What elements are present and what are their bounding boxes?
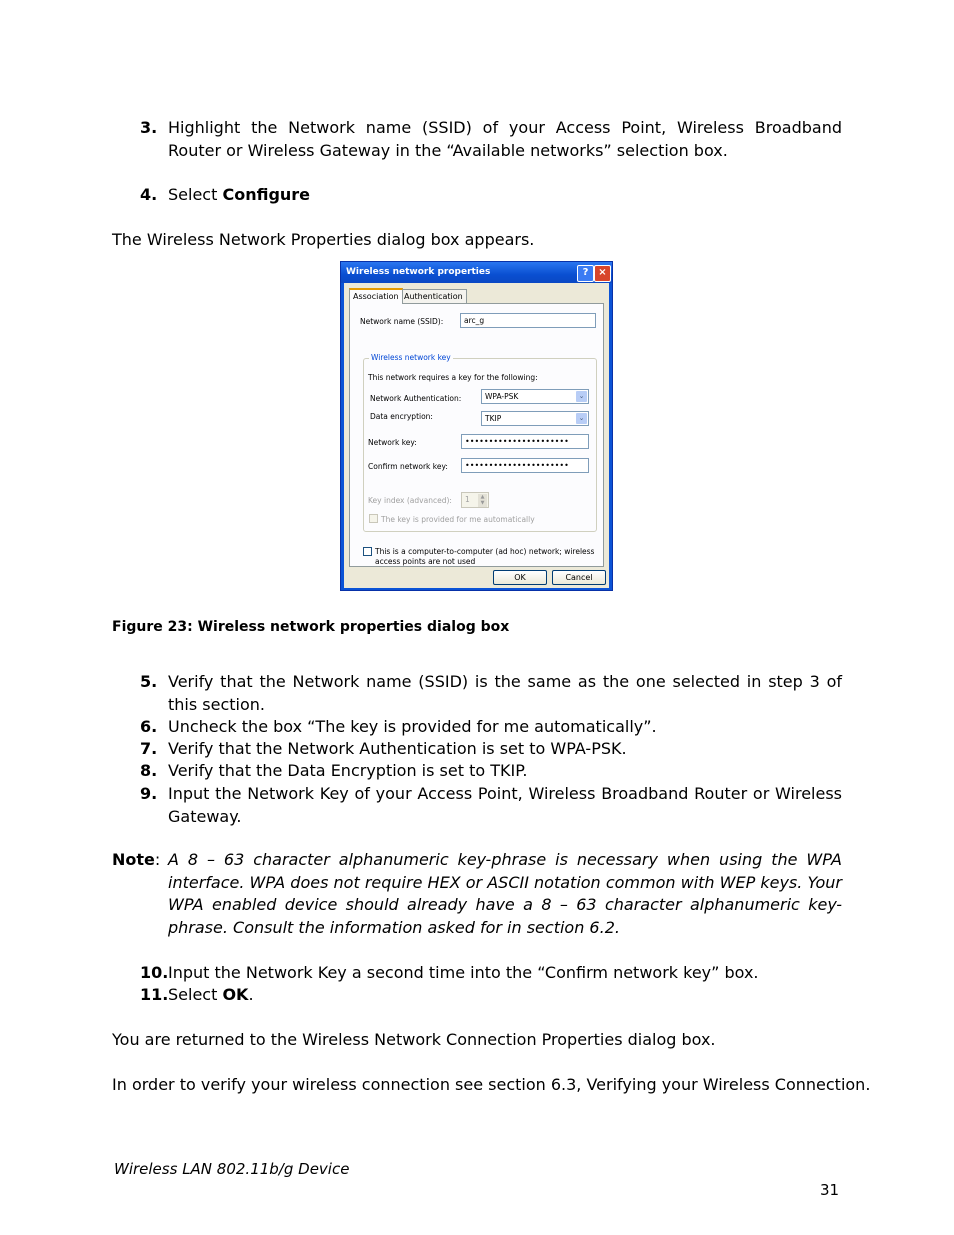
step-number: 4. [140,185,158,204]
step-text [168,983,842,1006]
step-number: 3. [140,118,158,137]
step-text-prefix: Verify that the Network Authentication is set to [168,739,551,758]
network-authentication-value: WPA-PSK [485,392,519,401]
step-9 [140,782,842,828]
key-index-label: Key index (advanced): [368,496,452,505]
page-number: 31 [820,1181,840,1199]
step-text [168,183,842,206]
step-7 [140,737,842,760]
verify-paragraph: In order to verify your wireless connection see section 6.3, Verifying your Wireless Connection. [112,1075,871,1094]
footer-product-name: Wireless LAN 802.11b/g Device [114,1160,350,1178]
auto-key-label: The key is provided for me automatically [381,515,535,524]
step-8 [140,759,842,782]
confirm-network-key-label: Confirm network key: [368,462,448,471]
step-5 [140,670,842,716]
note-label [112,849,160,872]
step-text-suffix: . [522,761,528,780]
ssid-label: Network name (SSID): [360,317,444,326]
step-text-prefix: Select [168,185,223,204]
network-authentication-select[interactable] [481,389,589,404]
network-authentication-label: Network Authentication: [370,394,462,403]
step-text [168,759,842,782]
step-4 [140,183,842,206]
figure-caption: Figure 23: Wireless network properties dialog box [112,619,510,635]
step-6 [140,715,842,738]
network-key-input[interactable]: •••••••••••••••••••••• [461,434,589,449]
step-text: Input the Network Key of your Access Point, Wireless Broadband Router or Wireless Gateway. [168,784,842,826]
confirm-network-key-input[interactable]: •••••••••••••••••••••• [461,458,589,473]
step-11 [140,983,842,1006]
adhoc-checkbox[interactable] [363,547,372,556]
adhoc-label-line-2: access points are not used [375,557,476,566]
auto-key-checkbox[interactable] [369,514,378,523]
tab-authentication[interactable]: Authentication [400,289,467,303]
step-text-prefix: Verify that the Data Encryption is set to [168,761,491,780]
chevron-down-icon[interactable]: ⌄ [576,391,587,402]
step-text-suffix: . [248,985,254,1004]
wpa-psk-term: WPA-PSK [550,739,622,758]
close-button[interactable]: × [594,265,611,282]
dialog-client [344,283,609,588]
step-text-suffix: . [621,739,627,758]
step-text [168,737,842,760]
wireless-network-key-group [363,353,597,532]
note-text: A 8 – 63 character alphanumeric key-phrase is necessary when using the WPA interface. WPA does not require HEX or ASCII notation common with WEP keys. Your WPA enabled device should already have a 8 – 63 character alphanumeric key-phrase. Consult the information asked for in section 6.2. [168,850,842,937]
note-label-colon: : [154,850,161,869]
step-number: 5. [140,672,158,691]
step-number: 8. [140,761,158,780]
data-encryption-value: TKIP [485,414,502,423]
intro-paragraph: The Wireless Network Properties dialog box appears. [112,230,535,249]
step-number: 11. [140,985,169,1004]
group-title: Wireless network key [371,353,451,362]
network-key-label: Network key: [368,438,417,447]
note-block [112,849,842,939]
data-encryption-select[interactable] [481,411,589,426]
adhoc-label-line-1: This is a computer-to-computer (ad hoc) network; wireless [375,547,595,556]
cancel-button[interactable]: Cancel [552,570,606,585]
tkip-term: TKIP [490,761,523,780]
help-button[interactable]: ? [577,265,594,282]
association-panel [349,303,604,567]
step-text: Verify that the Network name (SSID) is the same as the one selected in step 3 of this section. [168,672,842,714]
wireless-network-properties-dialog [340,261,613,591]
step-3 [140,116,842,162]
step-text: Input the Network Key a second time into the “Confirm network key” box. [168,963,759,982]
note-label-text: Note [112,850,155,869]
step-text: Highlight the Network name (SSID) of your Access Point, Wireless Broadband Router or Wireless Gateway in the “Available networks” selection box. [168,118,842,160]
step-number: 9. [140,784,158,803]
step-number: 6. [140,717,158,736]
key-index-spinner [461,492,489,508]
dialog-title: Wireless network properties [346,267,491,277]
step-10 [140,961,842,984]
step-number: 7. [140,739,158,758]
tab-association[interactable]: Association [349,288,403,304]
chevron-down-icon[interactable]: ⌄ [576,413,587,424]
data-encryption-label: Data encryption: [370,412,433,421]
ok-button[interactable]: OK [493,570,547,585]
step-number: 10. [140,963,169,982]
dialog-titlebar [341,262,612,283]
step-text-prefix: Select [168,985,223,1004]
key-index-value: 1 [465,495,470,504]
ok-term: OK [222,985,249,1004]
returned-paragraph: You are returned to the Wireless Network Connection Properties dialog box. [112,1030,716,1049]
spinner-arrows-icon: ▲ ▼ [478,494,487,507]
ssid-input[interactable]: arc_g [460,313,596,328]
step-text: Uncheck the box “The key is provided for me automatically”. [168,717,657,736]
requires-key-text: This network requires a key for the following: [368,373,538,382]
configure-term: Configure [222,185,311,204]
